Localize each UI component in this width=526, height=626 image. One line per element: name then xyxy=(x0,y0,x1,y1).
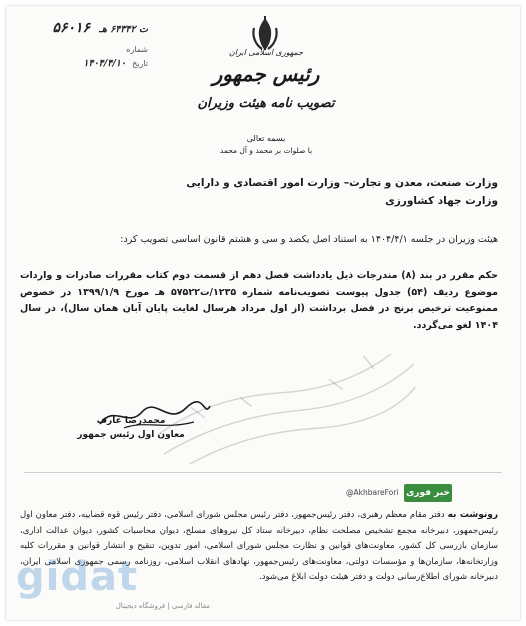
cabinet-decree-title: تصویب نامه هیئت وزیران xyxy=(197,96,335,111)
bismillah: بسمه تعالی xyxy=(246,134,286,143)
decree-intro: هیئت وزیران در جلسه ۱۴۰۴/۴/۱ به استناد اصل یکصد و سی و هشتم قانون اساسی تصویب کرد: xyxy=(120,234,498,245)
gidat-watermark xyxy=(16,554,156,604)
date-label: تاریخ xyxy=(132,59,148,68)
president-title: رئیس جمهور xyxy=(212,62,320,86)
reference-row xyxy=(18,20,148,36)
number-label: شماره xyxy=(126,45,148,54)
letter-date: ۱۴۰۴/۴/۱۰ xyxy=(83,58,127,69)
divider xyxy=(24,472,502,473)
ministry-line: وزارت صنعت، معدن و تجارت– وزارت امور اقتصادی و دارایی xyxy=(186,177,498,189)
signer-title: معاون اول رئیس جمهور xyxy=(77,430,185,440)
addressee-ministries xyxy=(28,174,498,210)
number-label-row xyxy=(18,44,148,55)
gidat-tagline: مقاله فارسی | فروشگاه دیجیتال xyxy=(115,602,210,610)
ministry-line: وزارت جهاد کشاورزی xyxy=(385,195,498,207)
date-row xyxy=(18,58,148,69)
document-page xyxy=(6,6,520,620)
signer-name: محمدرضا عارف xyxy=(96,416,166,426)
reference-number: ت ۶۴۳۴۲ هـ xyxy=(99,24,148,35)
republic-name: جمهوری اسلامی ایران xyxy=(228,48,304,57)
cc-recipients: دفتر مقام معظم رهبری، دفتر رئیس‌جمهور، دفتر رئیس مجلس شورای اسلامی، دفتر رئیس قوه قضاییه، دفتر معاون اول رئیس‌جمهور، دبیرخانه مجمع تشخیص مصلحت نظام، دبیرخانه ستاد کل نیروهای مسلح، دیوان محاسبات کشور، دیوان عدالت اداری، سازمان بازرسی کل کشور، معاونت‌های قوانین و نظارت مجلس شورای اسلامی، امور تدوین، تنقیح و انتشار قوانین و مقررات کلیه وزارتخانه‌ها، سازمان‌ها و مؤسسات دولتی، معاونت‌های رئیس‌جمهور، نهادهای انقلاب اسلامی، روزنامه رسمی جمهوری اسلامی ایران، دبیرخانه شورای اطلاع‌رسانی دولت و دفتر هیئت دولت ابلاغ می‌شود. xyxy=(20,510,498,582)
salawat: با صلوات بر محمد و آل محمد xyxy=(219,146,313,155)
cc-label: رونوشت به xyxy=(447,510,498,520)
decree-body: حکم مقرر در بند (۸) مندرجات ذیل یادداشت فصل دهم از قسمت دوم کتاب مقررات صادرات و واردات موضوع ردیف (۵۴) جدول پیوست تصویب‌نامه شماره ۱۲۳۵/ت۵۷۵۲۲ هـ مورخ ۱۳۹۹/۱/۹ در خصوص ممنوعیت ترخیص برنج در فصل برداشت (از اول مرداد هرسال لغایت پایان آبان همان سال)، در سال ۱۴۰۴ لغو می‌گردد. xyxy=(20,270,498,331)
watermark-handle: @AkhbareFori xyxy=(346,488,399,497)
gidat-logo-text: gidat xyxy=(16,554,139,600)
akhbare-fori-logo: خبر فوری xyxy=(404,484,452,502)
letter-number: ۵۶۰۱۶ xyxy=(52,20,91,36)
